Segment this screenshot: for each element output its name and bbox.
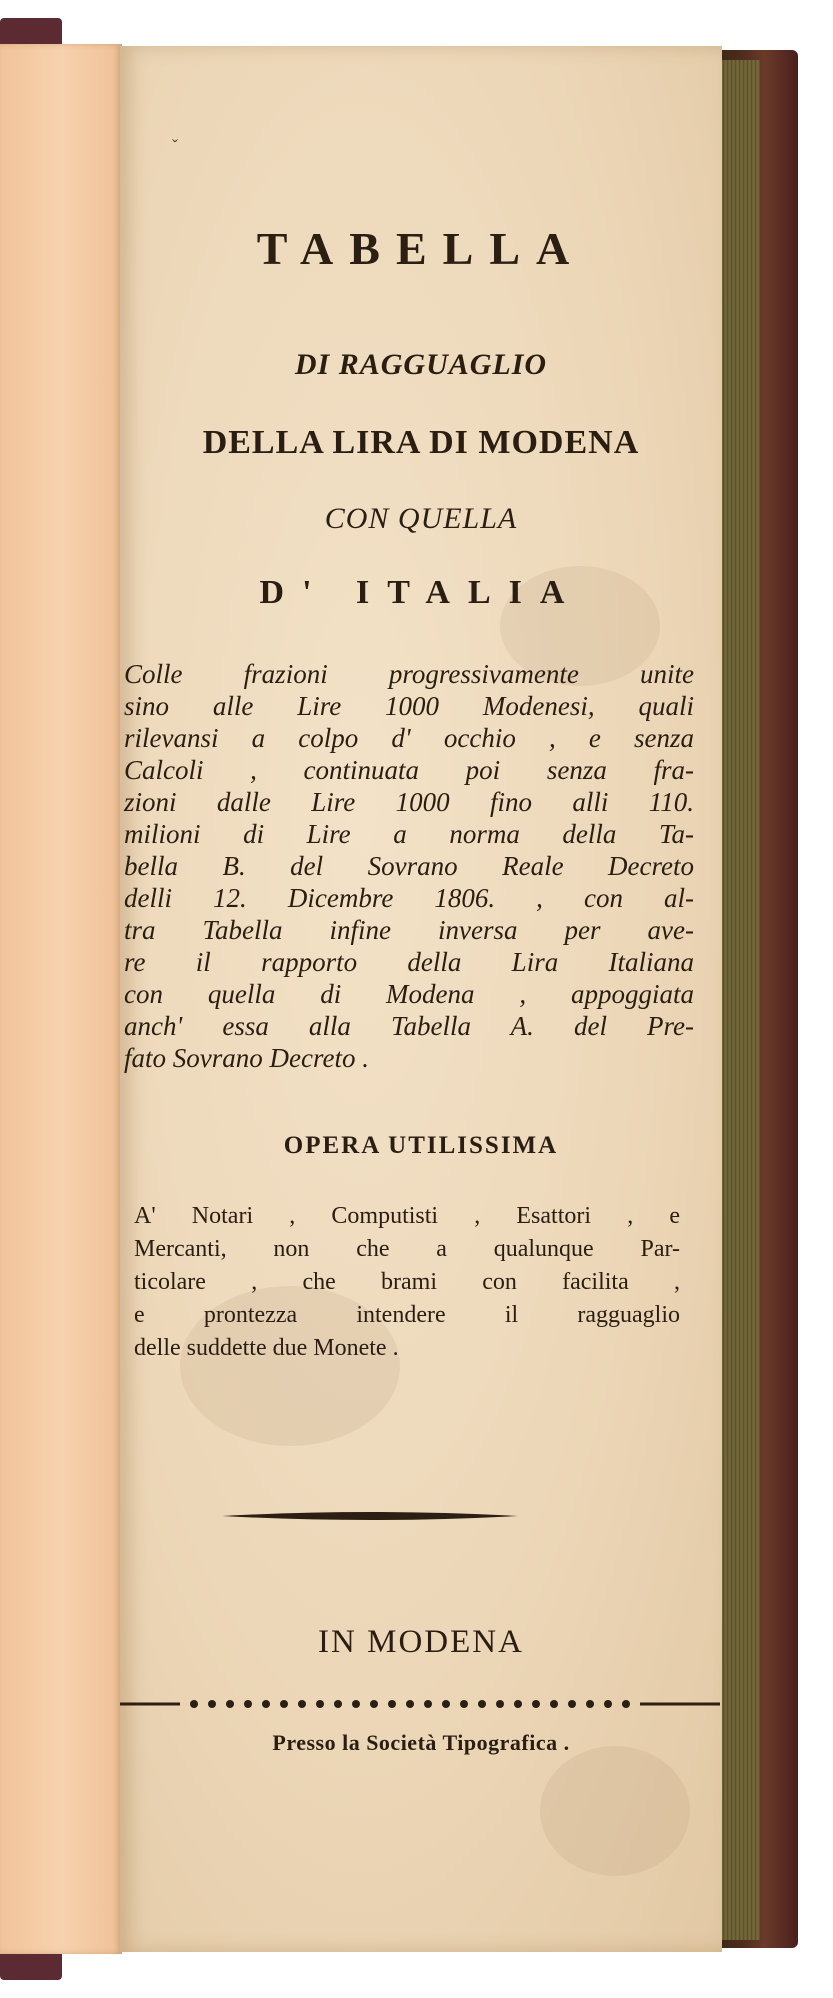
imprint-place: IN MODENA — [318, 1624, 524, 1660]
subtitle-lira-modena: DELLA LIRA DI MODENA — [202, 424, 640, 461]
audience-line: e prontezza intendere il ragguaglio — [134, 1302, 680, 1328]
audience-paragraph — [134, 1200, 680, 1365]
description-line: sino alle Lire 1000 Modenesi, quali — [124, 691, 694, 721]
description-line: zioni dalle Lire 1000 fino alli 110. — [124, 787, 694, 817]
description-line: bella B. del Sovrano Reale Decreto — [124, 851, 694, 881]
description-line: Colle frazioni progressivamente unite — [124, 659, 694, 689]
description-line: Calcoli , continuata poi senza fra- — [124, 755, 694, 785]
endpaper — [0, 44, 122, 1954]
audience-line: ticolare , che brami con facilita , — [134, 1269, 680, 1295]
title-page — [120, 46, 722, 1952]
description-line: re il rapporto della Lira Italiana — [124, 947, 694, 977]
description-paragraph — [124, 658, 694, 1074]
work-heading: OPERA UTILISSIMA — [283, 1132, 559, 1159]
audience-line: A' Notari , Computisti , Esattori , e — [134, 1203, 680, 1229]
description-line: con quella di Modena , appoggiata — [124, 979, 694, 1009]
description-line: fato Sovrano Decreto . — [124, 1043, 369, 1073]
subtitle-con-quella: CON QUELLA — [324, 502, 518, 535]
description-line: rilevansi a colpo d' occhio , e senza — [124, 723, 694, 753]
margin-mark: ˇ — [172, 136, 178, 156]
book-cover-bottom — [0, 1950, 62, 1980]
page-title: TABELLA — [256, 223, 586, 274]
page-content — [120, 46, 722, 1952]
description-line: delli 12. Dicembre 1806. , con al- — [124, 883, 694, 913]
imprint-printer: Presso la Società Tipografica . — [272, 1730, 570, 1755]
ornamental-rule — [220, 1506, 520, 1526]
description-line: anch' essa alla Tabella A. del Pre- — [124, 1011, 694, 1041]
subtitle-ragguaglio: DI RAGGUAGLIO — [294, 348, 548, 381]
audience-line: delle suddette due Monete . — [134, 1335, 399, 1361]
description-line: tra Tabella infine inversa per ave- — [124, 915, 694, 945]
audience-line: Mercanti, non che a qualunque Par- — [134, 1236, 680, 1262]
page-edges — [720, 60, 760, 1940]
dotted-rule — [120, 1694, 722, 1714]
subtitle-italia: D' ITALIA — [259, 574, 583, 611]
description-line: milioni di Lire a norma della Ta- — [124, 819, 694, 849]
